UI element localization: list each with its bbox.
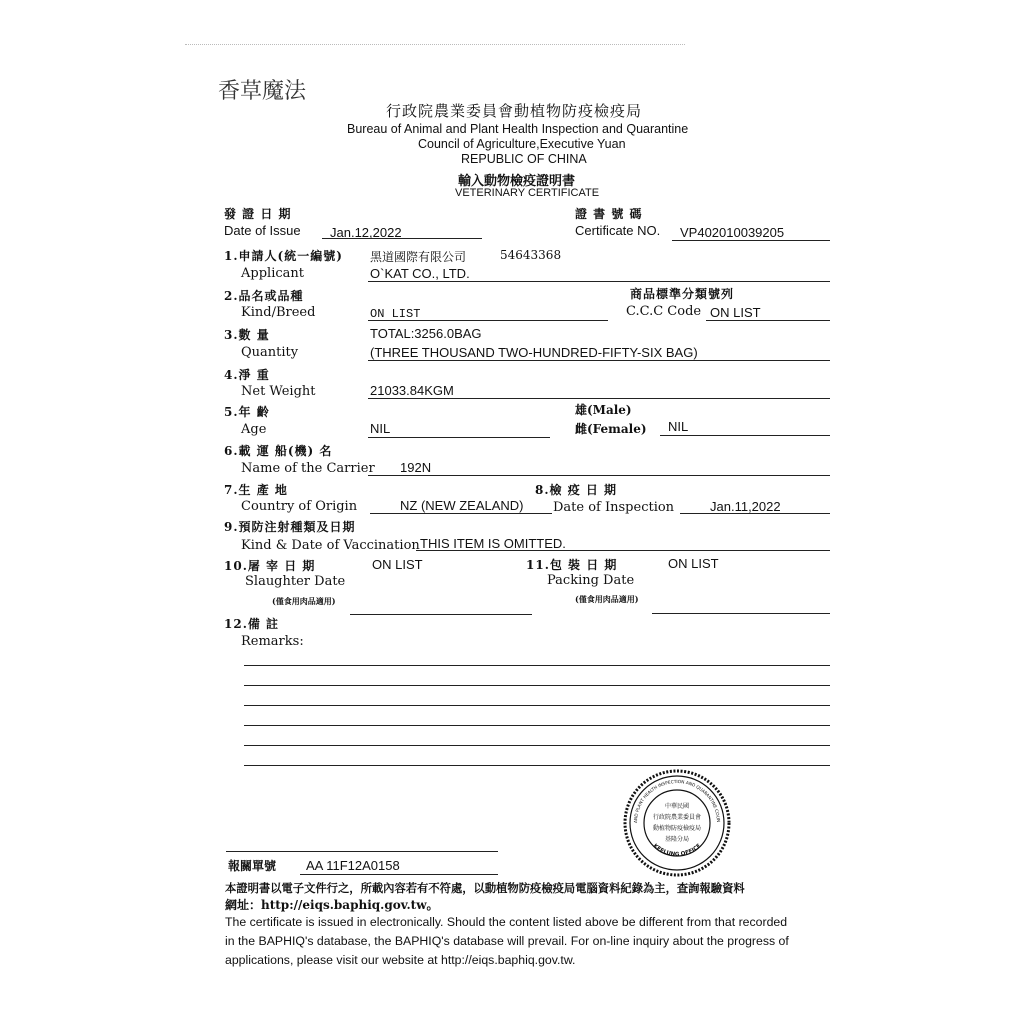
kind-label-zh: 2.品名或品種 xyxy=(224,289,304,303)
footer-en-line-2: in the BAPHIQ's database, the BAPHIQ's database will prevail. For on-line inquiry about the progress of xyxy=(225,934,789,948)
carrier-line xyxy=(368,475,830,476)
origin-value: NZ (NEW ZEALAND) xyxy=(400,498,524,513)
quantity-line xyxy=(368,360,830,361)
remarks-line xyxy=(244,665,830,666)
certificate-title-en: VETERINARY CERTIFICATE xyxy=(455,187,600,199)
inspection-label-en: Date of Inspection xyxy=(553,500,675,515)
top-scan-rule xyxy=(185,44,685,45)
net-weight-line xyxy=(368,398,830,399)
issue-date-line xyxy=(322,238,482,239)
footer-zh-line-1: 本證明書以電子文件行之，所載內容若有不符處，以動植物防疫檢疫局電腦資料紀錄為主，查詢報驗資料 xyxy=(225,881,745,895)
certificate-title-zh: 輸入動物檢疫證明書 xyxy=(458,174,576,189)
applicant-tax-id: 54643368 xyxy=(500,248,562,262)
applicant-name-en: O`KAT CO., LTD. xyxy=(370,266,470,281)
customs-value-line xyxy=(300,874,498,875)
ccc-value: ON LIST xyxy=(710,305,761,320)
seal-line-1: 中華民國 xyxy=(664,803,690,810)
origin-label-zh: 7.生 產 地 xyxy=(224,483,288,497)
kind-value: ON LIST xyxy=(370,307,421,321)
official-seal-stamp xyxy=(622,768,732,878)
vaccination-label-en: Kind & Date of Vaccination xyxy=(241,538,420,553)
issue-date-value: Jan.12,2022 xyxy=(330,225,402,240)
quantity-total: TOTAL:3256.0BAG xyxy=(370,326,482,341)
applicant-line xyxy=(368,281,830,282)
remarks-line xyxy=(244,685,830,686)
footer-zh-line-2: 網址：http://eiqs.baphiq.gov.tw。 xyxy=(225,898,439,912)
inspection-line xyxy=(680,513,830,514)
applicant-name-zh: 黑道國際有限公司 xyxy=(370,250,467,264)
packing-value: ON LIST xyxy=(668,556,719,571)
sex-line xyxy=(660,435,830,436)
slaughter-label-zh: 10.屠 宰 日 期 xyxy=(224,559,316,573)
age-label-zh: 5.年 齡 xyxy=(224,405,270,419)
seal-ring-top-text: AND PLANT HEALTH INSPECTION AND QUARANTINE COUN xyxy=(633,779,721,824)
packing-note: (僅食用肉品適用) xyxy=(575,594,639,604)
svg-text:KEELUNG OFFICE xyxy=(652,843,703,858)
header-title-en-1: Bureau of Animal and Plant Health Inspection and Quarantine xyxy=(347,122,689,136)
ccc-label-en: C.C.C Code xyxy=(626,304,702,319)
customs-top-line xyxy=(226,851,498,852)
ccc-label-zh: 商品標準分類號列 xyxy=(630,287,735,301)
kind-label-en: Kind/Breed xyxy=(241,305,316,320)
remarks-label-en: Remarks: xyxy=(241,634,304,649)
footer-en-line-3: applications, please visit our website at http://eiqs.baphiq.gov.tw. xyxy=(225,953,576,967)
remarks-line xyxy=(244,765,830,766)
kind-line xyxy=(368,320,608,321)
inspection-label-zh: 8.檢 疫 日 期 xyxy=(535,483,618,497)
quantity-label-en: Quantity xyxy=(241,345,299,360)
slaughter-note: (僅食用肉品適用) xyxy=(272,596,336,606)
seal-line-2: 行政院農業委員會 xyxy=(652,814,702,821)
origin-line xyxy=(370,513,552,514)
slaughter-label-en: Slaughter Date xyxy=(245,574,346,589)
age-value: NIL xyxy=(370,421,391,436)
remarks-line xyxy=(244,725,830,726)
certificate-no-value: VP402010039205 xyxy=(680,225,785,240)
seal-line-3: 動植物防疫檢疫局 xyxy=(652,825,702,832)
certificate-no-label-en: Certificate NO. xyxy=(575,223,661,238)
header-title-en-2: Council of Agriculture,Executive Yuan xyxy=(418,137,626,151)
ccc-line xyxy=(706,320,830,321)
vaccination-value: THIS ITEM IS OMITTED. xyxy=(420,536,566,551)
net-weight-label-zh: 4.淨 重 xyxy=(224,368,270,382)
vaccination-label-zh: 9.預防注射種類及日期 xyxy=(224,520,356,534)
carrier-label-zh: 6.載 運 船(機) 名 xyxy=(224,444,333,458)
remarks-label-zh: 12.備 註 xyxy=(224,617,280,631)
quantity-words: (THREE THOUSAND TWO-HUNDRED-FIFTY-SIX BAG) xyxy=(370,345,698,360)
applicant-label-en: Applicant xyxy=(241,266,304,281)
corner-note: 香草魔法 xyxy=(218,79,307,104)
slaughter-value: ON LIST xyxy=(372,557,423,572)
carrier-value: 192N xyxy=(400,460,432,475)
header-title-zh: 行政院農業委員會動植物防疫檢疫局 xyxy=(386,102,643,120)
certificate-no-line xyxy=(672,240,830,241)
slaughter-line xyxy=(350,614,532,615)
seal-ring-bottom-text: KEELUNG OFFICE xyxy=(651,843,703,858)
customs-no-value: AA 11F12A0158 xyxy=(306,858,400,873)
quantity-label-zh: 3.數 量 xyxy=(224,328,270,342)
issue-date-label-zh: 發 證 日 期 xyxy=(224,207,292,221)
seal-line-4: 基隆分局 xyxy=(664,836,690,843)
remarks-line xyxy=(244,745,830,746)
inspection-value: Jan.11,2022 xyxy=(710,499,781,514)
net-weight-label-en: Net Weight xyxy=(241,384,316,399)
age-label-en: Age xyxy=(241,422,267,437)
customs-no-label: 報關單號 xyxy=(228,859,277,873)
female-label: 雌(Female) xyxy=(575,422,647,436)
origin-label-en: Country of Origin xyxy=(241,499,358,514)
remarks-line xyxy=(244,705,830,706)
carrier-label-en: Name of the Carrier xyxy=(241,461,375,476)
net-weight-value: 21033.84KGM xyxy=(370,383,454,398)
applicant-label-zh: 1.申請人(統一編號) xyxy=(224,249,343,263)
sex-value: NIL xyxy=(668,419,689,434)
footer-en-line-1: The certificate is issued in electronically. Should the content listed above be different from that recorded xyxy=(225,915,788,929)
issue-date-label-en: Date of Issue xyxy=(224,223,301,238)
certificate-no-label-zh: 證 書 號 碼 xyxy=(575,207,643,221)
male-label: 雄(Male) xyxy=(575,403,632,417)
packing-line xyxy=(652,613,830,614)
packing-label-zh: 11.包 裝 日 期 xyxy=(526,558,618,572)
age-line xyxy=(368,437,550,438)
packing-label-en: Packing Date xyxy=(547,573,635,588)
vaccination-line xyxy=(416,550,830,551)
header-title-en-3: REPUBLIC OF CHINA xyxy=(461,152,587,166)
